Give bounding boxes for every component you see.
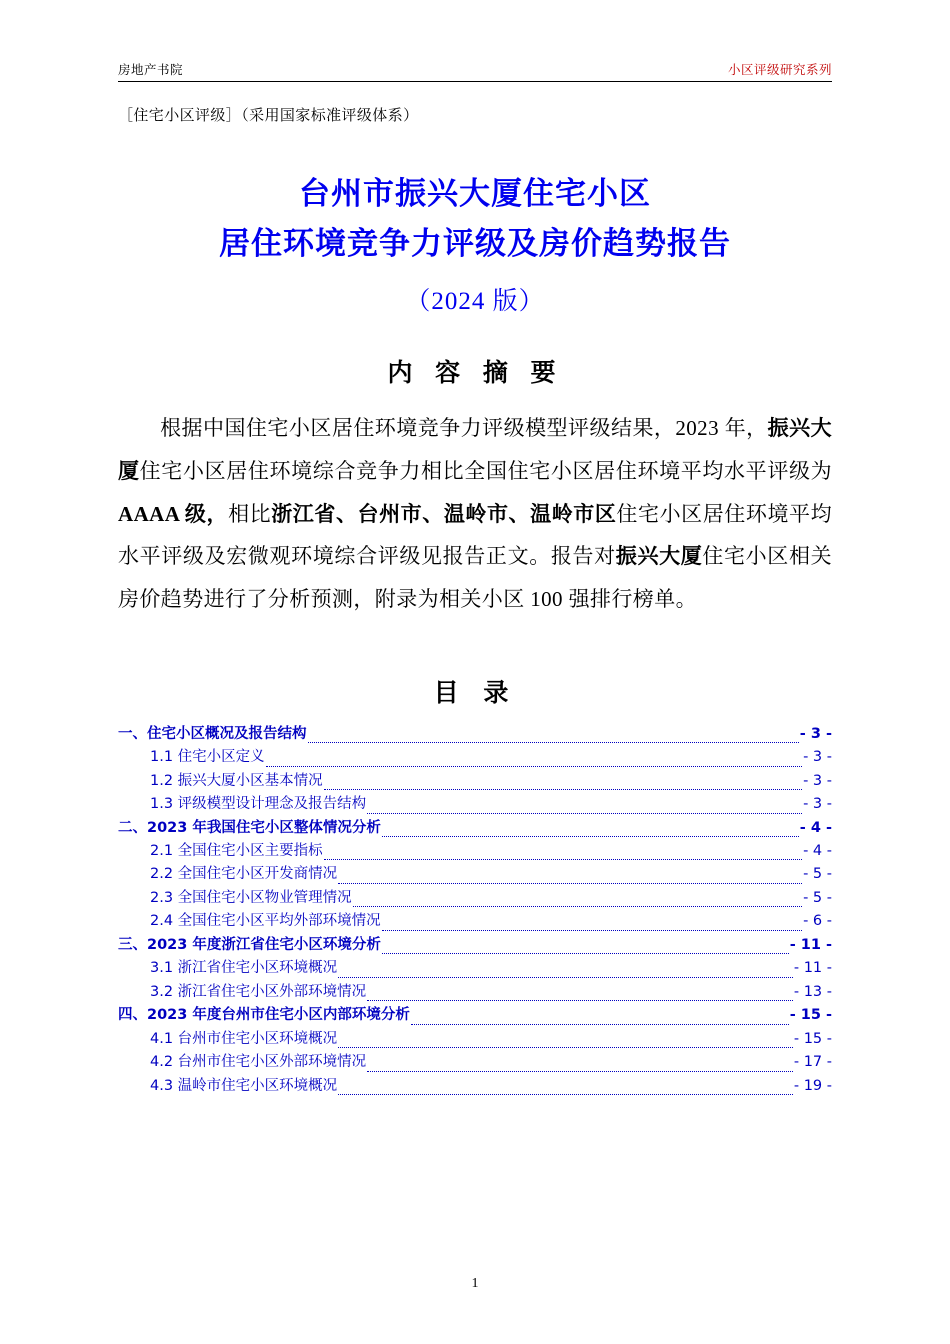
report-title-line1: 台州市振兴大厦住宅小区	[299, 176, 651, 212]
toc-entry[interactable]	[118, 1028, 832, 1051]
toc-entry-label: 一、住宅小区概况及报告结构	[118, 725, 307, 742]
toc-entry-label: 1.2 振兴大厦小区基本情况	[150, 772, 323, 789]
toc-entry[interactable]	[118, 817, 832, 840]
page-number: 1	[471, 1276, 479, 1291]
abstract-heading: 内 容 摘 要	[387, 358, 563, 388]
page-header	[118, 60, 832, 82]
toc-entry[interactable]	[118, 863, 832, 886]
page-footer	[0, 1276, 950, 1292]
toc-entry-page: - 5 -	[803, 866, 832, 883]
toc-leader-dots	[367, 1059, 793, 1072]
header-publisher: 房地产书院	[118, 62, 184, 77]
toc-entry[interactable]	[118, 746, 832, 769]
toc-entry-page: - 5 -	[803, 889, 832, 906]
toc-leader-dots	[382, 918, 802, 931]
toc-entry[interactable]	[118, 887, 832, 910]
abstract-seg7: 住宅小区居住环境平均水平评级及宏微观环境综合评级见报告正文。报告对	[118, 501, 832, 569]
toc-entry[interactable]	[118, 1051, 832, 1074]
toc-entry-label: 2.2 全国住宅小区开发商情况	[150, 866, 338, 883]
toc-entry-page: - 11 -	[789, 936, 832, 953]
toc-leader-dots	[353, 894, 802, 907]
toc-leader-dots	[308, 730, 799, 743]
toc-entry-page: - 3 -	[799, 725, 832, 742]
toc-leader-dots	[338, 1082, 793, 1095]
toc-entry-page: - 11 -	[793, 960, 832, 977]
toc-entry[interactable]	[118, 934, 832, 957]
toc-entry[interactable]	[118, 1004, 832, 1027]
toc-entry[interactable]	[118, 793, 832, 816]
toc-entry-label: 3.1 浙江省住宅小区环境概况	[150, 960, 338, 977]
toc-entry-label: 4.1 台州市住宅小区环境概况	[150, 1030, 338, 1047]
toc-entry-page: - 3 -	[803, 749, 832, 766]
report-version: （2024 版）	[405, 288, 545, 316]
toc-leader-dots	[382, 824, 799, 837]
toc-leader-dots	[324, 847, 802, 860]
toc-entry[interactable]	[118, 770, 832, 793]
toc-leader-dots	[324, 777, 802, 790]
toc-entry-page: - 19 -	[793, 1077, 832, 1094]
toc-entry-page: - 17 -	[793, 1054, 832, 1071]
abstract-seg8-bold: 振兴大厦	[615, 544, 703, 569]
toc-leader-dots	[338, 965, 793, 978]
toc-entry[interactable]	[118, 981, 832, 1004]
toc-leader-dots	[367, 988, 793, 1001]
toc-entry-page: - 6 -	[803, 913, 832, 930]
toc-entry-label: 三、2023 年度浙江省住宅小区环境分析	[118, 936, 381, 953]
toc-entry-page: - 15 -	[789, 1007, 832, 1024]
abstract-seg1: 根据中国住宅小区居住环境竞争力评级模型评级结果，2023 年，	[160, 416, 768, 441]
toc-entry[interactable]	[118, 957, 832, 980]
toc-entry[interactable]	[118, 910, 832, 933]
toc-entry[interactable]	[118, 723, 832, 746]
abstract-seg3: 住宅小区居住环境综合竞争力相比全国住宅小区居住环境平均水平评级为	[139, 459, 833, 484]
table-of-contents	[118, 723, 832, 1099]
abstract-seg2-bold: 振兴大厦	[118, 416, 832, 484]
toc-entry-label: 2.4 全国住宅小区平均外部环境情况	[150, 913, 381, 930]
toc-entry-page: - 4 -	[799, 819, 832, 836]
toc-leader-dots	[338, 1035, 793, 1048]
toc-entry-label: 1.3 评级模型设计理念及报告结构	[150, 796, 367, 813]
abstract-body	[118, 407, 832, 620]
toc-leader-dots	[367, 800, 802, 813]
toc-entry-label: 1.1 住宅小区定义	[150, 749, 265, 766]
title-block	[118, 169, 832, 317]
toc-entry-label: 4.3 温岭市住宅小区环境概况	[150, 1077, 338, 1094]
toc-entry-page: - 3 -	[803, 796, 832, 813]
toc-entry-label: 四、2023 年度台州市住宅小区内部环境分析	[118, 1007, 410, 1024]
toc-leader-dots	[266, 753, 802, 766]
toc-leader-dots	[382, 941, 789, 954]
header-series: 小区评级研究系列	[727, 62, 832, 77]
toc-entry-page: - 4 -	[803, 842, 832, 859]
toc-entry-label: 4.2 台州市住宅小区外部环境情况	[150, 1054, 367, 1071]
toc-entry-label: 3.2 浙江省住宅小区外部环境情况	[150, 983, 367, 1000]
toc-heading: 目 录	[433, 677, 517, 707]
toc-entry-label: 二、2023 年我国住宅小区整体情况分析	[118, 819, 381, 836]
report-category: ［住宅小区评级］（采用国家标准评级体系）	[118, 106, 419, 124]
abstract-seg9: 住宅小区相关房价趋势进行了分析预测，附录为相关小区 100 强排行榜单。	[118, 544, 832, 611]
toc-leader-dots	[338, 871, 802, 884]
toc-entry[interactable]	[118, 1075, 832, 1098]
abstract-seg6-bold: 浙江省、台州市、温岭市、温岭市区	[271, 501, 617, 526]
toc-entry-page: - 3 -	[803, 772, 832, 789]
toc-entry[interactable]	[118, 840, 832, 863]
toc-entry-label: 2.1 全国住宅小区主要指标	[150, 842, 323, 859]
abstract-seg4-bold: AAAA 级，	[118, 501, 229, 526]
report-title-line2: 居住环境竞争力评级及房价趋势报告	[219, 226, 731, 263]
toc-entry-page: - 15 -	[793, 1030, 832, 1047]
abstract-seg5: 相比	[228, 501, 272, 526]
toc-leader-dots	[411, 1012, 789, 1025]
toc-entry-label: 2.3 全国住宅小区物业管理情况	[150, 889, 352, 906]
toc-entry-page: - 13 -	[793, 983, 832, 1000]
